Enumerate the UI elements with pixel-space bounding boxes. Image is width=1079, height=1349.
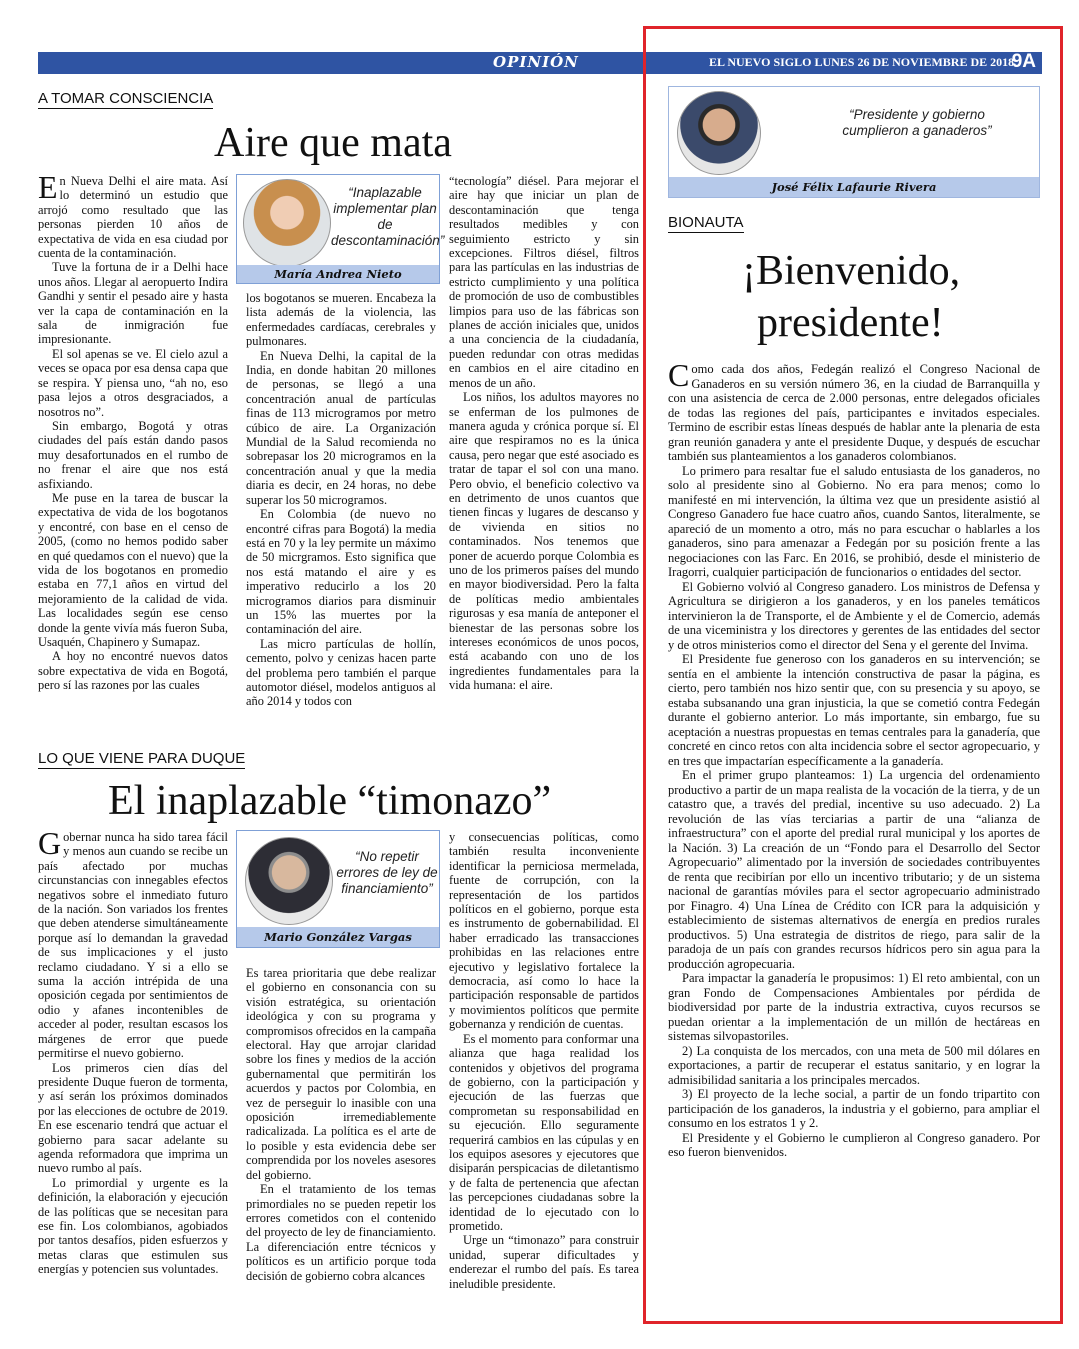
page-number: 9A	[1011, 51, 1036, 72]
article2-title: El inaplazable “timonazo”	[108, 778, 552, 824]
paragraph: Me puse en la tarea de buscar la expectativa de vida de los bogotanos y encontré, con base en el censo de 2005, (como no hemos podido saber en qué quedamos con el nuevo) que la vida de los bogotanos en promedio estaba en 77,1 años en virtud del mejoramiento de la calidad de vida. Las localidades según ese censo donde la gente vivía más fueron Suba, Usaquén, Chapinero y Sumapaz.	[38, 490, 228, 649]
paragraph: En el primer grupo planteamos: 1) La urgencia del ordenamiento productivo a partir de un mapa realista de la vocación de la tierra, y de un catastro que, a través del predial, incentive su uso adecuado. 2) La revolución de las vías terciarias a partir de una “alianza de infraestructura” con el aporte del predial rural municipal y los aportes de la Nación. 3) La creación de un “Fondo para el Desarrollo del Sector Agropecuario” alimentado por la inversión de sociedades contribuyentes de renta que recibirían por ello un incentivo tributario; y de un sistema nacional de garantías móviles para el sector agropecuario administrado por Finagro. 4) Una Línea de Crédito con ICR para la adquisición y establecimiento de sistemas alternativos de energía en predios rurales productivos. 5) Una estrategia de distritos de riego, para salir de la paradoja de un país con grandes recursos hídricos pero sin agua para la producción agropecuaria.	[668, 768, 1040, 971]
paragraph: Gobernar nunca ha sido tarea fácil y menos aun cuando se recibe un país afectado por muchas circunstancias con innegables efectos negativos sobre el inmediato futuro de la nación. Son variados los frentes que deben atenderse simultáneamente porque así lo demandan la gravedad de sus implicaciones y el justo reclamo ciudadano. Y si a ello se suma la acción intrépida de una oposición cegada por sentimientos de odio y afanes incontenibles de acceder al poder, resultan escasos los márgenes de error que puede permitirse el nuevo gobierno.	[38, 830, 228, 1061]
paragraph: El Presidente y el Gobierno le cumplieron al Congreso ganadero. Por eso fueron bienvenidos.	[668, 1130, 1040, 1159]
paragraph: El sol apenas se ve. El cielo azul a veces se opaca por esa densa capa que se respira. Y piensa uno, “ah no, eso pasa lejos a otros desgraciados, a nosotros no”.	[38, 346, 228, 419]
paragraph: En Colombia (de nuevo no encontré cifras para Bogotá) la media está en 70 y la ley permite un máximo de 50 micrgramos. Esto significa que nos está matando el aire y es imperativo reducirlo a los 20 microgramos diarios para disminuir un 15% las muertes por la contaminación del aire.	[246, 507, 436, 637]
paragraph: Los niños, los adultos mayores no se enferman de los pulmones de manera aguda y crónica porque sí. El aire que respiramos no es la única causa, pero negar que esté asociado es tratar de tapar el sol con una mano. Pero obvio, el beneficio colectivo va en detrimento de unos cuantos que tienen fincas y lugares de descanso y de vivienda en sitios no contaminados. Nos tenemos que poner de acuerdo porque Colombia es uno de los primeros países del mundo en mayor biodiversidad. Pero la falta de políticas medio ambientales rigurosas y esa manía de anteponer el bienestar de las personas sobre los intereses económicos de unos pocos, está acabando con uno de los ingredientes fundamentales para la vida humana: el aire.	[449, 390, 639, 693]
paragraph: A hoy no encontré nuevos datos sobre expectativa de vida en Bogotá, pero sí las razones por las cuales	[38, 649, 228, 693]
paragraph: En Nueva Delhi el aire mata. Así lo determinó un estudio que arrojó como resultado que las personas pierden 10 años de expectativa de vida en esa ciudad por cuenta de la contaminación.	[38, 174, 228, 261]
paragraph: El Gobierno volvió al Congreso ganadero. Los ministros de Defensa y Agricultura se dirigieron a los ganaderos, y en los paneles temáticos intervinieron la de Transporte, el de Ambiente y el de Comercio, además de una viceministra y los directores y gerentes de las entidades del sector y de otros ministerios como el director del Sena y el gerente del Invima.	[668, 579, 1040, 652]
paragraph: “tecnología” diésel. Para mejorar el aire hay que iniciar un plan de descontaminación que tenga resultados medibles y con seguimiento estricto y sin excepciones. Filtros diésel, filtros para las partículas en las industrias de estricto cumplimiento y una política de promoción de uso de combustibles limpios para uso de las fábricas son planes de acción iniciales que, unidos a una conciencia de la ciudadanía, pueden redundar con otras medidas en cambios en el aire citadino en menos de un año.	[449, 174, 639, 390]
article3-title-line-2: presidente!	[757, 300, 944, 346]
article1-author-box	[236, 174, 445, 284]
paragraph: Es tarea prioritaria que debe realizar el gobierno en consonancia con su visión estratégica, su orientación ideológica y con su programa y compromisos ofrecidos en la campaña electoral. Hay que arrojar claridad sobre los fines y medios de la acción gubernamental que permitirán los acuerdos y pactos por Colombia, en vez de perseguir lo inasible con una oposición irremediablemente radicalizada. La política es el arte de lo posible y esta evidencia debe ser comprendida por los noveles asesores del gobierno.	[246, 966, 436, 1182]
paragraph: y consecuencias políticas, como también resulta inconveniente identificar la perniciosa mermelada, fuente de corrupción, con la representación de los partidos políticos en el gobierno, porque esta es instrumento de gobernabilidad. El haber erradicado las transacciones prohibidas en las relaciones entre ejecutivo y legislativo fortalece la democracia, así como lo hace la participación responsable de partidos y movimientos políticos que permite gobernanza y rendición de cuentas.	[449, 830, 639, 1032]
paragraph: Urge un “timonazo” para construir unidad, superar dificultades y enderezar el rumbo del país. Es tarea ineludible presidente.	[449, 1233, 639, 1291]
pull-quote: “Inaplazable implementar plan de descontaminación”	[331, 185, 445, 248]
article2-kicker: LO QUE VIENE PARA DUQUE	[38, 750, 246, 767]
paragraph: Lo primero para resaltar fue el saludo entusiasta de los ganaderos, no solo al presidente sino al Gobierno. No era para menos; como lo manifesté en mi intervención, la última vez que un presidente asistió al Congreso Ganadero fue hace cuatro años, cuando Santos, literalmente, se apareció de un momento a otro, más no para escuchar o hablarles a los ganaderos, sino para amenazar a Fedegán por su posición frente a las negociaciones con las Farc. En 2016, se prohibió, desde el ministerio de Iragorri, cualquier participación de funcionarios o entidades del sector.	[668, 463, 1040, 579]
article2-column-3	[449, 830, 639, 1296]
paragraph: los bogotanos se mueren. Encabeza la lista además de la violencia, las enfermedades cardíacas, cerebrales y pulmonares.	[246, 291, 436, 349]
article1-kicker: A TOMAR CONSCIENCIA	[38, 90, 214, 107]
author-name: José Félix Lafaurie Rivera	[669, 177, 1039, 197]
paragraph: Lo primordial y urgente es la definición, la elaboración y ejecución de las políticas que se necesitan para ese fin. Los colombianos, agobiados por tantos desafíos, piden esfuerzos y metas claras que estimulen sus energías y potencien sus voluntades.	[38, 1175, 228, 1277]
article2-column-1	[38, 830, 228, 1296]
author-name: María Andrea Nieto	[237, 265, 439, 283]
section-label: OPINIÓN	[493, 53, 579, 71]
article1-column-2	[246, 291, 436, 736]
pull-quote: “No repetir errores de ley de financiamiento”	[336, 849, 438, 896]
article1-column-1	[38, 174, 228, 736]
paragraph: Sin embargo, Bogotá y otras ciudades del país están dando pasos muy desafortunados en el rumbo de no frenar el aire que nos está asfixiando.	[38, 418, 228, 491]
paragraph: Como cada dos años, Fedegán realizó el Congreso Nacional de Ganaderos en su versión número 36, en la ciudad de Barranquilla y con una asistencia de cerca de 2.000 personas, entre delegados oficiales de todas las regiones del país, participantes e invitados especiales. Termino de escribir estas líneas después de hablar ante la plenaria de esta gran reunión ganadera y ante el presidente Duque, y después de escuchar también sus planteamientos a los ganaderos colombianos.	[668, 362, 1040, 463]
paragraph: Las micro partículas de hollín, cemento, polvo y cenizas hacen parte del problema pero también el parque automotor diésel, modelos antiguos al año 2014 y todos con	[246, 636, 436, 709]
pull-quote: “Presidente y gobierno cumplieron a ganaderos”	[842, 107, 992, 138]
article3-kicker: BIONAUTA	[668, 214, 744, 231]
paragraph: 2) La conquista de los mercados, con una meta de 500 mil dólares en exportaciones, a partir de recuperar el estatus sanitario, y en lograr la admisibilidad sanitaria a los principales mercados.	[668, 1043, 1040, 1087]
paragraph: Tuve la fortuna de ir a Delhi hace unos años. Llegar al aeropuerto Indira Gandhi y sentir el pesado aire y hasta ver la capa de contaminación en la sala de inmigración fue impresionante.	[38, 260, 228, 347]
article2-column-2	[246, 966, 436, 1296]
highlight-frame	[643, 26, 1063, 1324]
paragraph: Los primeros cien días del presidente Duque fueron de tormenta, y así serán los próximos dominados por las elecciones de octubre de 2019. En ese escenario tendrá que actuar el gobierno para sacar adelante su agenda reformadora que imprima un nuevo rumbo al país.	[38, 1060, 228, 1176]
article1-title: Aire que mata	[214, 120, 452, 166]
paragraph: Es el momento para conformar una alianza que haga realidad los contenidos y objetivos del programa de gobierno, con la participación y ejecución de las fuerzas que comprometan su responsabilidad en su ejecución. Ello seguramente requerirá cambios en las cúpulas y en los equipos asesores y ejecutores que disiparán perspicacias de diletantismo y de falta de pertenencia que afectan las percepciones ciudadanas sobre la identidad de lo ejecutado con lo prometido.	[449, 1031, 639, 1233]
author-photo	[243, 179, 331, 267]
article1-column-3	[449, 174, 639, 736]
paragraph: En el tratamiento de los temas primordiales no se pueden repetir los errores cometidos con el contenido del proyecto de ley de financiamiento. La diferenciación entre técnicos y políticos es un artificio porque toda decisión de gobierno cobra alcances	[246, 1182, 436, 1283]
paragraph: El Presidente fue generoso con los ganaderos en su intervención; se sentía en el ambiente la intención constructiva de pasar la página, es cierto, pero también nos hizo sentir que, con su presencia y su apoyo, se estaba subsanando una gran injusticia, la que se cometió contra Fedegán durante el gobierno anterior. Lo más importante, sin embargo, fue su aceptación a nuestras propuestas en temas centrales para la ganadería, que concreté en cinco retos con alta incidencia sobre el sector agropecuario, y en tres que impactarían específicamente a la ganadería.	[668, 652, 1040, 768]
paragraph: Para impactar la ganadería le propusimos: 1) El reto ambiental, con un gran Fondo de Compensaciones Ambientales por pérdida de biodiversidad por parte de la industria extractiva, cuyos recursos se puedan orientar a la implementación de un millón de hectáreas en sistemas silvopastoriles.	[668, 971, 1040, 1043]
author-photo	[245, 837, 333, 925]
article3-title-line-1: ¡Bienvenido,	[742, 248, 961, 294]
paragraph: 3) El proyecto de la leche social, a partir de un fondo tripartito con participación de los ganaderos, la industria y el gobierno, para ampliar el consumo en los estratos 1 y 2.	[668, 1087, 1040, 1130]
article2-author-box	[236, 830, 440, 948]
publication-date: EL NUEVO SIGLO LUNES 26 DE NOVIEMBRE DE 2018	[709, 55, 1015, 69]
author-name: Mario González Vargas	[237, 927, 439, 947]
paragraph: En Nueva Delhi, la capital de la India, en donde habitan 20 millones de personas, se llegó a una concentración anual de partículas finas de 113 microgramos por metro cúbico de aire. La Organización Mundial de la Salud recomienda no sobrepasar los 20 microgramos en la concentración anual y que la media diaria es decir, en 24 horas, no debe superar los 50 microgramos.	[246, 348, 436, 507]
